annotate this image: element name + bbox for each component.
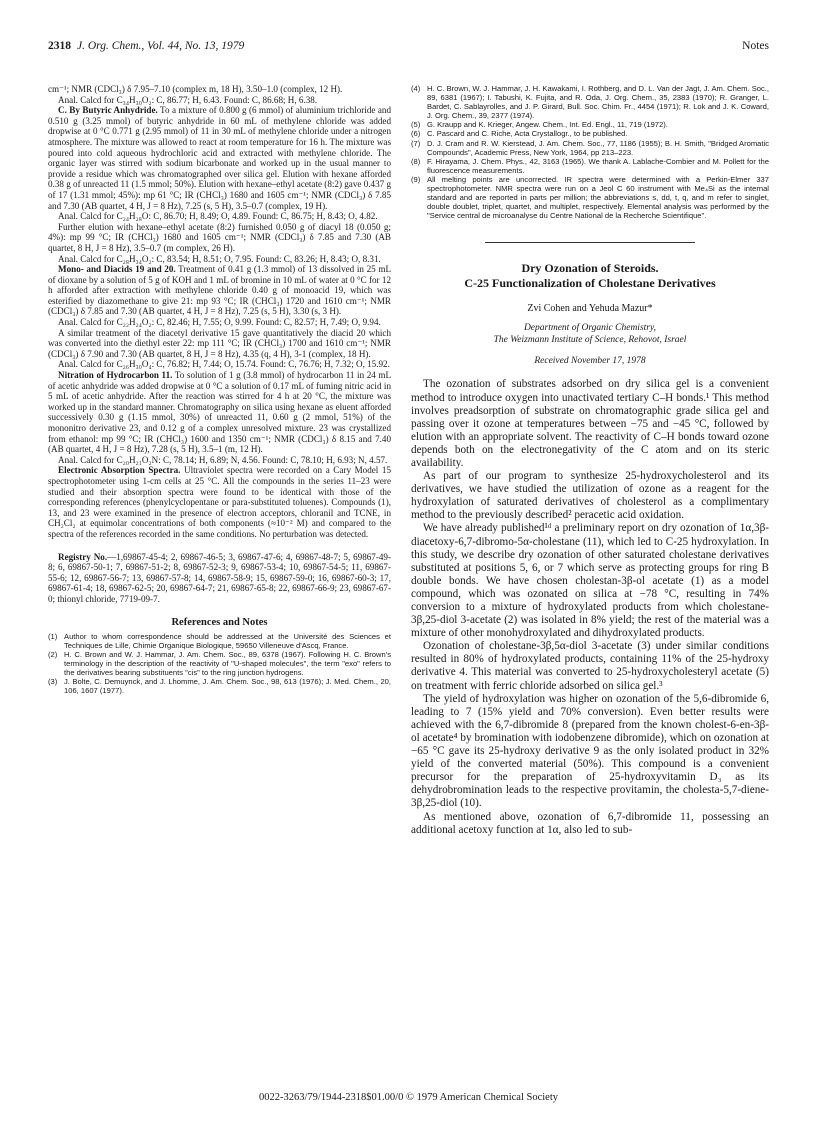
article-affiliation — [411, 322, 769, 346]
registry-body: —1,69867-45-4; 2, 69867-46-5; 3, 69867-47-6; 4, 69867-48-7; 5, 69867-49-8; 6, 69867-50-1; 7, 69867-51-2; 8, 69867-52-3; 9, 69867-53-4; 10, 69867-54-5; 11, 69867-55-6; 12, 69867-56-7; 13, 69867-57-8; 14, 69867-58-9; 15, 69867-59-0; 16, 69867-60-3; 17, 69867-61-4; 18, 69867-62-5; 20, 69867-64-7; 21, 69867-65-8; 22, 69867-66-9; 23, 69867-67-0; thionyl chloride, 7719-09-7. — [48, 551, 391, 604]
paragraph: Anal. Calcd for C₂₀H₂₁O₂N: C, 78.14; H, 6.89; N, 4.56. Found: C, 78.10; H, 6.93; N, 4.57. — [58, 454, 388, 465]
paragraph: cm⁻¹; NMR (CDCl₃) δ 7.95–7.10 (complex m, 18 H), 3.50–1.0 (complex, 12 H). — [48, 84, 343, 94]
paragraph — [48, 465, 391, 539]
reference-number: (1) — [48, 631, 58, 641]
paragraph — [48, 264, 391, 317]
page-footer: 0022-3263/79/1944-2318$01.00/0 © 1979 American Chemical Society — [258, 1092, 559, 1103]
references-list-right — [411, 84, 769, 220]
journal-reference: J. Org. Chem., Vol. 44, No. 13, 1979 — [77, 40, 245, 52]
paragraph-body: Ultraviolet spectra were recorded on a Cary Model 15 spectrophotometer using 1-cm cells at 25 °C. All the compounds in the series 11–23 were studied and their absorption spectra were found to be identical with those of the corresponding references (phenylcyclopentane or para-substituted toluenes). Compounds (1), 13, and 23 were examined in the presence of electron acceptors, chloranil and TCNE, in CH₂Cl₂ at equimolar concentrations of both components (≈10⁻² M) and compared to the spectra of the references recorded in the same conditions. No perturbation was detected. — [48, 465, 391, 539]
paragraph: Ozonation of cholestane-3β,5α-diol 3-acetate (3) under similar conditions resulted in 80% of hydroxylated products, containing 11% of the 25-hydroxy derivative 4. This material was converted to 25-hydroxycholesteryl acetate (5) on treatment with ferric chloride adsorbed on silica gel.³ — [411, 640, 769, 692]
paragraph: We have already published¹ᵈ a preliminary report on dry ozonation of 1α,3β-diacetoxy-6,7-dibromo-5α-cholestane (11), which led to C-25 hydroxylation. In this study, we describe dry ozonation of other saturated cholestane derivatives substituted at positions 5, 6, or 7 which serve as protecting groups for ring B double bonds. We have chosen cholestan-3β-ol acetate (1) as a model compound, which was ozonated on silica at −78 °C, resulting in 74% conversion to a mixture of hydroxylated products from which cholestane-3β,25-diol 3-acetate (2) was isolated in 8% yield; the rest of the material was a mixture of other monohydroxylated and dihydroxylated products. — [411, 522, 769, 640]
references-list-left — [48, 632, 391, 696]
reference-item — [411, 157, 769, 175]
reference-number: (4) — [411, 84, 421, 93]
reference-number: (9) — [411, 174, 421, 184]
reference-item — [411, 175, 769, 220]
run-in-heading: Mono- and Diacids 19 and 20. — [58, 264, 176, 275]
reference-item — [411, 129, 769, 138]
reference-item — [48, 632, 391, 650]
reference-text: Author to whom correspondence should be addressed at the Université des Sciences et Techniques de Lille, Chimie Organique Biologique, 59650 Villeneuve d'Ascq, France. — [64, 631, 391, 650]
reference-text: F. Hirayama, J. Chem. Phys., 42, 3163 (1965). We thank A. Lablache-Combier and M. Pollett for the fluorescence measurements. — [427, 156, 769, 175]
article-title — [411, 261, 769, 291]
paragraph — [48, 105, 391, 211]
reference-number: (5) — [411, 120, 421, 130]
run-in-heading: Electronic Absorption Spectra. — [58, 465, 181, 476]
reference-number: (3) — [48, 676, 58, 686]
reference-text: C. Pascard and C. Riche, Acta Crystallogr., to be published. — [427, 129, 628, 139]
paragraph: The ozonation of substrates adsorbed on dry silica gel is a convenient method to introduce oxygen into unactivated tertiary C–H bonds.¹ This method involves preadsorption of substrate on chromatographic grade silica gel and passing over it ozone at temperatures between −75 and −45 °C, followed by elution with an appropriate solvent. The reactivity of C–H bonds toward ozone depends both on the electronegativity of the C atom and on its steric availability. — [411, 378, 769, 469]
paragraph — [48, 370, 391, 455]
reference-text: H. C. Brown and W. J. Hammar, J. Am. Chem. Soc., 89, 6378 (1967). Following H. C. Brown's terminology in the description of the reactivity of "U-shaped molecules", the term "exo" refers to the derivatives bearing substituents "cis" to the ring junction hydrogens. — [64, 649, 391, 677]
affiliation-line: The Weizmann Institute of Science, Rehovot, Israel — [493, 335, 687, 346]
reference-text: G. Kraupp and K. Krieger, Angew. Chem., Int. Ed. Engl., 11, 719 (1972). — [427, 120, 668, 130]
paragraph-body: To a mixture of 0.800 g (6 mmol) of aluminium trichloride and 0.510 g (3.25 mmol) of butyric anhydride in 60 mL of methylene chloride was added dropwise at 0 °C 0.771 g (2.95 mmol) of 11 in 30 mL of methylene chloride under a nitrogen atmosphere. The mixture was allowed to react at room temperature for 16 h. The mixture was poured into cold aqueous hydrochloric acid and extracted with methylene chloride. The organic layer was stirred with sodium bicarbonate and worked up in the usual manner to provide a residue which was chromatographed over silica gel. Elution with hexane afforded 0.38 g of unreacted 11 (1.5 mmol; 50%). Elution with hexane–ethyl acetate (8:2) gave 0.437 g of 17 (1.31 mmol; 45%): mp 61 °C; IR (CHCl₃) 1680 and 1605 cm⁻¹; NMR (CDCl₃) δ 7.85 and 7.30 (AB quartet, 4 H, J = 8 Hz), 7.25 (s, 5 H), 3.5–0.7 (complex, 19 H). — [48, 105, 392, 211]
reference-item — [411, 120, 769, 129]
reference-number: (8) — [411, 156, 421, 166]
paragraph: Anal. Calcd for C₂₂H₂₄O₂: C, 82.46; H, 7.55; O, 9.99. Found: C, 82.57; H, 7.49; O, 9.94. — [58, 317, 381, 328]
paragraph: Anal. Calcd for C₃₄H₃₀O₂: C, 86.77; H, 6.43. Found: C, 86.68; H, 6.38. — [58, 94, 318, 105]
affiliation-line: Department of Organic Chemistry, — [523, 323, 657, 334]
article-title-line: Dry Ozonation of Steroids. — [521, 261, 659, 276]
article-title-line: C-25 Functionalization of Cholestane Derivatives — [464, 276, 716, 291]
paragraph-body: Treatment of 0.41 g (1.3 mmol) of 13 dissolved in 25 mL of dioxane by a solution of 5 g of KOH and 1 mL of bromine in 10 mL of water at 0 °C for 12 h afforded after extraction with methylene chloride 0.40 g of monoacid 19, which was esterified by diazomethane to give 21: mp 93 °C; IR (CHCl₃) 1720 and 1610 cm⁻¹; NMR (CDCl₃) δ 7.85 and 7.30 (AB quartet, 4 H, J = 8 Hz), 7.25 (s, 5 H), 3.30 (s, 3 H). — [48, 264, 391, 317]
right-column — [411, 84, 769, 837]
header-left — [48, 40, 244, 52]
paragraph: As part of our program to synthesize 25-hydroxycholesterol and its derivatives, we have studied the utilization of ozone as a reagent for the hydroxylation of saturated derivatives of cholesterol as a complimentary method to the previously described² peracetic acid oxidation. — [411, 470, 769, 522]
paragraph: Further elution with hexane–ethyl acetate (8:2) furnished 0.050 g of diacyl 18 (0.050 g; 4%): mp 99 °C; IR (CHCl₃) 1680 and 1605 cm⁻¹; NMR (CDCl₃) δ 7.85 and 7.30 (AB quartet, 8 H, J = 8 Hz), 3.5–0.7 (m complex, 26 H). — [48, 221, 391, 253]
paragraph: As mentioned above, ozonation of 6,7-dibromide 11, possessing an additional acetoxy function at 1α, also led to sub- — [411, 810, 769, 836]
page-header — [48, 40, 769, 56]
reference-text: J. Bolte, C. Demuynck, and J. Lhomme, J. Am. Chem. Soc., 98, 613 (1976); J. Med. Chem., 20, 106, 1607 (1977). — [64, 676, 391, 696]
left-column — [48, 84, 391, 695]
registry-heading: Registry No. — [58, 551, 108, 562]
reference-text: All melting points are uncorrected. IR spectra were determined with a Perkin-Elmer 337 spectrophotometer. NMR spectra were run on a Jeol C 60 instrument with Me₄Si as the internal standard and are reported in parts per million; the abbreviations s, dd, t, q, and m refer to singlet, double doublet, triplet, quartet, and multiplet, respectively. Elemental analysis was performed by the "Service central de microanalyse du Centre National de la Recherche Scientifique". — [427, 174, 769, 221]
references-title: References and Notes — [171, 616, 268, 628]
reference-number: (7) — [411, 138, 421, 148]
registry-numbers — [48, 552, 391, 605]
paragraph: Anal. Calcd for C₂₈H₃₄O₂: C, 83.54; H, 8.51; O, 7.95. Found: C, 83.26; H, 8.43; O, 8.31. — [58, 253, 381, 264]
paragraph: A similar treatment of the diacetyl derivative 15 gave quantitatively the diacid 20 which was converted into the diethyl ester 22: mp 111 °C; IR (CHCl₃) 1700 and 1610 cm⁻¹; NMR (CDCl₃) δ 7.90 and 7.30 (AB quartet, 8 H, J = 8 Hz), 4.35 (q, 4 H), 3-1 (complex, 18 H). — [48, 327, 391, 359]
run-in-heading: Nitration of Hydrocarbon 11. — [58, 370, 173, 381]
article-divider — [485, 242, 695, 243]
reference-item — [411, 84, 769, 120]
section-name: Notes — [742, 40, 769, 52]
run-in-heading: C. By Butyric Anhydride. — [58, 105, 158, 116]
article-authors: Zvi Cohen and Yehuda Mazur* — [527, 303, 653, 315]
reference-number: (6) — [411, 129, 421, 139]
reference-text: D. J. Cram and R. W. Kierstead, J. Am. Chem. Soc., 77, 1186 (1955); B. H. Smith, "Bridged Aromatic Compounds", Academic Press, New York, 1964, pp 213–223. — [427, 138, 769, 157]
reference-text: H. C. Brown, W. J. Hammar, J. H. Kawakami, I. Rothberg, and D. L. Van der Jagt, J. Am. Chem. Soc., 89, 6381 (1967); I. Tabushi, K. Fujita, and R. Oda, J. Org. Chem., 35, 2383 (1970); R. Granger, L. Bardet, C. Sablayrolles, and J. P. Girard, Bull. Soc. Chim. Fr., 4454 (1971); R. Lok and J. K. Coward, J. Org. Chem., 39, 2377 (1974). — [427, 84, 769, 121]
reference-item — [48, 677, 391, 695]
reference-item — [411, 139, 769, 157]
page-number: 2318 — [48, 40, 71, 52]
paragraph: Anal. Calcd for C₂₆H₃₀O₄: C, 76.82; H, 7.44; O, 15.74. Found: C, 76.76; H, 7.32; O, 15.92. — [58, 359, 390, 370]
reference-item — [48, 650, 391, 677]
paragraph: The yield of hydroxylation was higher on ozonation of the 5,6-dibromide 6, leading to 7 (15% yield and 70% conversion). Even better results were achieved with the 6,7-dibromide 8 (prepared from the known cholest-6-en-3β-ol acetate⁴ by bromination with iodobenzene dibromide), which on ozonation at −65 °C gave its 25-hydroxy derivative 9 as the only isolated product in 32% yield of the converted material (50%). This compound is a convenient precursor for the preparation of 25-hydroxyvitamin D₃ as its dehydrobromination leads to the respective provitamin, the cholesta-5,7-diene-3β,25-diol (10). — [411, 692, 769, 810]
paragraph-body: To solution of 1 g (3.8 mmol) of hydrocarbon 11 in 24 mL of acetic anhydride was added dropwise at 0 °C a solution of 0.17 mL of fuming nitric acid in 5 mL of acetic anhydride. After the reaction was stirred for 4 h at 20 °C, the mixture was worked up in the standard manner. Chromatography on silica using hexane as eluent afforded successively 0.30 g (1.15 mmol, 30%) of unreacted 11, 0.60 g (2 mmol, 51%) of the mononitro derivative 23, and 0.12 g of a complex unresolved mixture. 23 was crystallized from ethanol: mp 99 °C; IR (CHCl₃) 1600 and 1350 cm⁻¹; NMR (CDCl₃) δ 8.15 and 7.40 (AB quartet, 4 H, J = 8 Hz), 7.28 (s, 5 H), 3.5–1 (m, 12 H). — [48, 370, 391, 455]
received-date: Received November 17, 1978 — [534, 356, 646, 367]
paragraph: Anal. Calcd for C₂₄H₂₈O: C, 86.70; H, 8.49; O, 4.89. Found: C, 86.75; H, 8.43; O, 4.82. — [58, 211, 378, 222]
reference-number: (2) — [48, 649, 58, 659]
